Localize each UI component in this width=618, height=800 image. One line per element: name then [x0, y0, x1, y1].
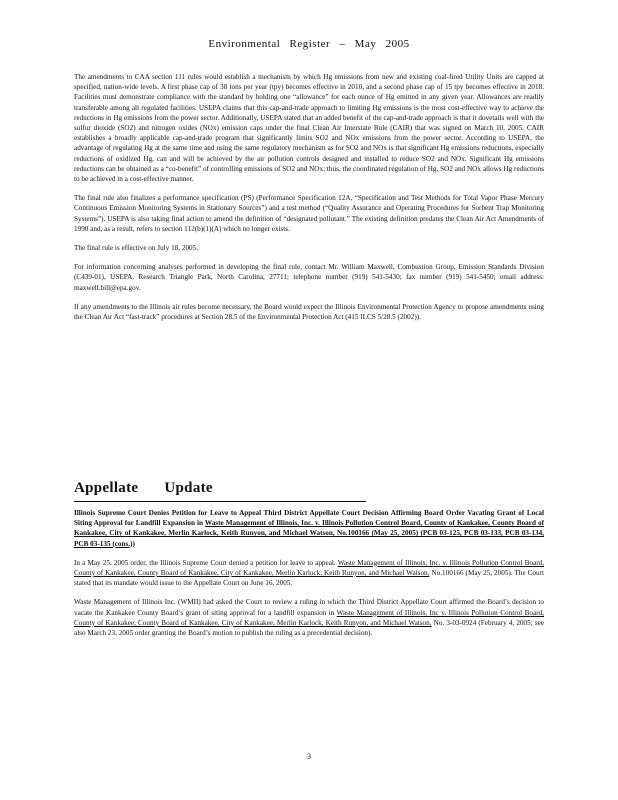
case-heading-text: Illinois Supreme Court Denies Petition for Leave to Appeal Third District Appellate Court Decision Affirming Board Order Vacating Grant of Local Siting Approval for Landfill Expansion in — [74, 509, 544, 528]
appellate-paragraph-background — [74, 597, 544, 638]
paragraph-text: No.100166 (May 25, 2005). The Court stated that its mandate would issue to the Appellate Court on June 16, 2005. — [74, 569, 544, 588]
paragraph-performance-specification: The final rule also finalizes a performance specification (PS) (Performance Specification 12A, “Specification and Test Methods for Total Vapor Phase Mercury Continuous Emission Monitoring Systems in Stationary Sources”) and a test method (“Quality Assurance and Operating Procedures for Sorbent Trap Monitoring Systems”). USEPA is also taking final action to amend the definition of “designated pollutant.” The existing definition predates the Clean Air Act Amendments of 1990 and, as a result, refers to section 112(b)(1)(A) which no longer exists. — [74, 194, 544, 233]
case-citation: Waste Management of Illinois, Inc. v. Illinois Pollution Control Board, County of Kankakee, County Board of Kankakee, City of Kankakee, Merlin Karlock, Keith Runyon, and Michael Watson, — [74, 519, 544, 538]
section-heading-appellate-update: Appellate Update — [74, 480, 366, 502]
case-number: No.100166 (May 25, 2005) (PCB 03-125, PCB 03-133, PCB 03-134, PCB 03-135 (cons.)) — [74, 529, 544, 548]
case-citation: Waste Management of Illinois, Inc. v. Illinois Pollution Control Board, County of Kankakee, County Board of Kankakee, City of Kankakee, Merlin Karlock, Keith Runyon, and Michael Watson, — [74, 558, 544, 578]
appellate-paragraph-order — [74, 558, 544, 589]
paragraph-text: In a May 25, 2005 order, the Illinois Supreme Court denied a petition for leave to appeal. — [74, 558, 338, 567]
paragraph-contact-info: For information concerning analyses performed in developing the final rule, contact Mr. William Maxwell, Combustion Group, Emission Standards Division (C439-01), USEPA, Research Triangle Park, North Carolina, 27711; telephone number (919) 541-5430; fax number (919) 541-5450; email address: maxwell.bill@epa.gov. — [74, 263, 544, 292]
paragraph-effective-date: The final rule is effective on July 18, 2005. — [74, 244, 199, 253]
paragraph-illinois-amendments: If any amendments to the Illinois air rules become necessary, the Board would expect the Illinois Environmental Protection Agency to propose amendments using the Clean Air Act “fast-track” procedures at Section 28.5 of the Environmental Protection Act (415 ILCS 5/28.5 (2002)). — [74, 302, 544, 322]
case-citation: Waste Management of Illinois, Inc v. Illinois Pollution Control Board, County of Kankakee, County Board of Kankakee, City of Kankakee, Merlin Karlock, Keith Runyon, and Michael Watson, — [74, 608, 545, 627]
case-heading — [74, 508, 544, 549]
paragraph-text: Waste Management of Illinois Inc. (WMII) had asked the Court to review a ruling in which the Third District Appellate Court affirmed the Board’s decision to vacate the Kankakee County Board’s grant of siting approval for a landfill expansion in — [74, 598, 544, 617]
paragraph-mercury-cap: The amendments to CAA section 111 rules would establish a mechanism by which Hg emissions from new and existing coal-fired Utility Units are capped at specified, nation-wide levels. A first phase cap of 38 tons per year (tpy) becomes effective in 2010, and a second phase cap of 15 tpy becomes effective in 2018. Facilities must demonstrate compliance with the standard by holding one “allowance” for each ounce of Hg emitted in any given year. Allowances are readily transferable among all regulated facilities. USEPA claims that this cap-and-trade approach to limiting Hg emissions is the most cost-effective way to achieve the reductions in Hg emissions from the power sector. Additionally, USEPA stated that an added benefit of the cap-and-trade approach is that it dovetails well with the sulfur dioxide (SO2) and nitrogen oxides (NOx) emission caps under the final Clean Air Interstate Rule (CAIR) that was signed on March 10, 2005. CAIR establishes a broadly applicable cap-and-trade program that significantly limits SO2 and NOx emissions from the power sector. According to USEPA, the advantage of regulating Hg at the same time and using the same regulatory mechanism as for SO2 and NOx is that significant Hg emissions reductions, especially reductions of oxidized Hg, can and will be achieved by the air pollution controls designed and installed to reduce SO2 and NOx. Significant Hg emissions reductions can be obtained as a “co-benefit” of controlling emissions of SO2 and NOx; thus, the coordinated regulation of Hg, SO2 and NOx allows Hg reductions to be achieved in a cost-effective manner. — [74, 73, 544, 184]
running-header: Environmental Register – May 2005 — [208, 38, 410, 50]
page-number: 3 — [307, 752, 311, 761]
paragraph-text: No. 3-03-0924 (February 4, 2005; see also March 23, 2005 order granting the Board’s motion to publish the ruling as a precedential decision). — [74, 618, 544, 638]
article-body — [74, 72, 544, 331]
appellate-section — [74, 508, 544, 647]
